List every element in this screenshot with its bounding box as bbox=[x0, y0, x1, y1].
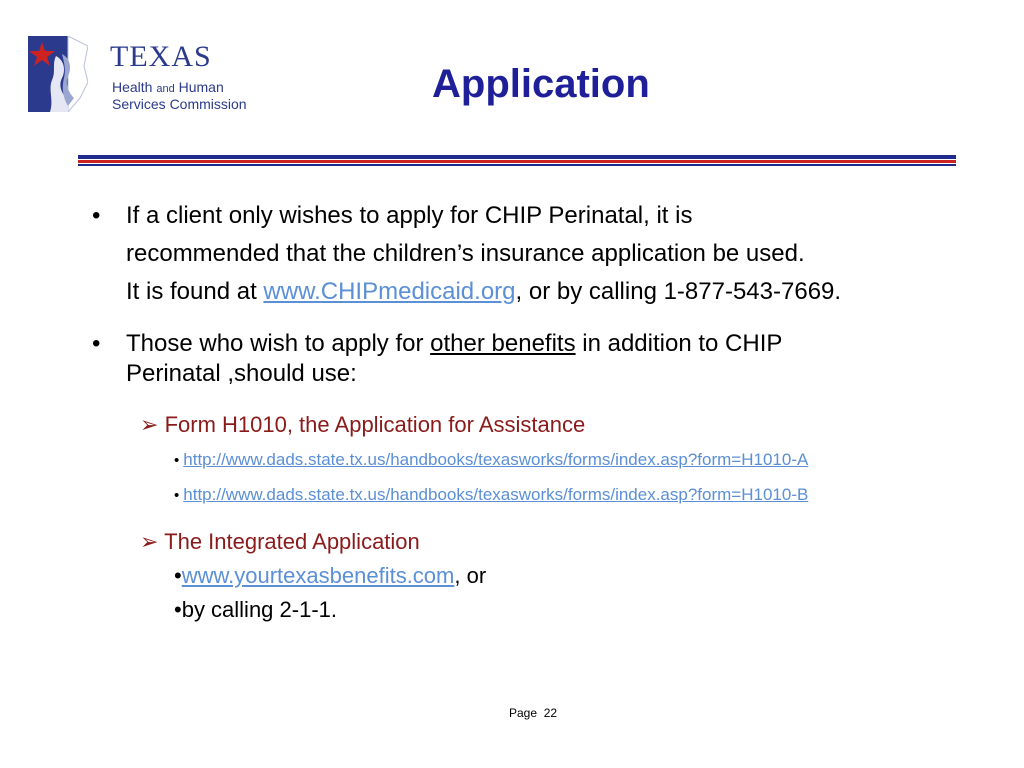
bullet-dot-icon: • bbox=[174, 487, 180, 504]
bullet-1-line-3-suffix: , or by calling 1-877-543-7669. bbox=[515, 278, 842, 305]
option-integrated-application bbox=[140, 527, 420, 557]
bullet-dot-icon: • bbox=[92, 330, 101, 357]
call-211-item bbox=[174, 595, 337, 625]
logo-wordmark: TEXAS bbox=[110, 40, 212, 73]
bullet-dot-icon: • bbox=[174, 563, 182, 588]
page-label: Page bbox=[509, 706, 538, 720]
logo-line-2: Services Commission bbox=[112, 96, 247, 112]
bullet-1-line-1: If a client only wishes to apply for CHIP Perinatal, it is bbox=[126, 202, 693, 229]
page-title: Application bbox=[432, 62, 650, 106]
bullet-dot-icon: • bbox=[174, 452, 180, 469]
bullet-dot-icon: • bbox=[174, 597, 182, 622]
bullet-1-line-2: recommended that the children’s insurance application be used. bbox=[126, 240, 805, 267]
yourtexasbenefits-link[interactable]: www.yourtexasbenefits.com bbox=[181, 563, 455, 588]
arrow-bullet-icon: ➢ bbox=[140, 529, 159, 554]
yourtexasbenefits-item bbox=[174, 561, 486, 591]
call-211-text: by calling 2-1-1. bbox=[181, 597, 338, 622]
h1010-a-link-item bbox=[174, 447, 808, 474]
other-benefits-text: other benefits bbox=[430, 330, 576, 357]
bullet-dot-icon: • bbox=[92, 202, 101, 229]
h1010-b-link-item bbox=[174, 482, 808, 509]
h1010-a-link[interactable]: http://www.dads.state.tx.us/handbooks/texasworks/forms/index.asp?form=H1010-A bbox=[183, 450, 809, 469]
arrow-bullet-icon: ➢ bbox=[140, 412, 159, 437]
bullet-2-prefix: Those who wish to apply for bbox=[126, 330, 431, 357]
option-integrated-application-label: The Integrated Application bbox=[164, 529, 420, 554]
yourtexasbenefits-suffix: , or bbox=[454, 563, 487, 588]
bullet-1-line-3 bbox=[126, 274, 841, 310]
logo-human-text: Human bbox=[178, 79, 224, 95]
chipmedicaid-link[interactable]: www.CHIPmedicaid.org bbox=[263, 278, 516, 305]
logo-health-text: Health bbox=[112, 79, 153, 95]
h1010-b-link[interactable]: http://www.dads.state.tx.us/handbooks/texasworks/forms/index.asp?form=H1010-B bbox=[183, 485, 809, 504]
option-form-h1010-label: Form H1010, the Application for Assistance bbox=[164, 412, 586, 437]
page-number-value: 22 bbox=[543, 706, 558, 720]
page-number bbox=[509, 706, 557, 720]
bullet-1-line-3-prefix: It is found at bbox=[126, 278, 264, 305]
bullet-2-suffix: in addition to CHIP bbox=[575, 330, 783, 357]
bullet-2-line-2: Perinatal ,should use: bbox=[126, 360, 357, 387]
option-form-h1010 bbox=[140, 410, 585, 440]
logo-and-text: and bbox=[156, 83, 175, 95]
